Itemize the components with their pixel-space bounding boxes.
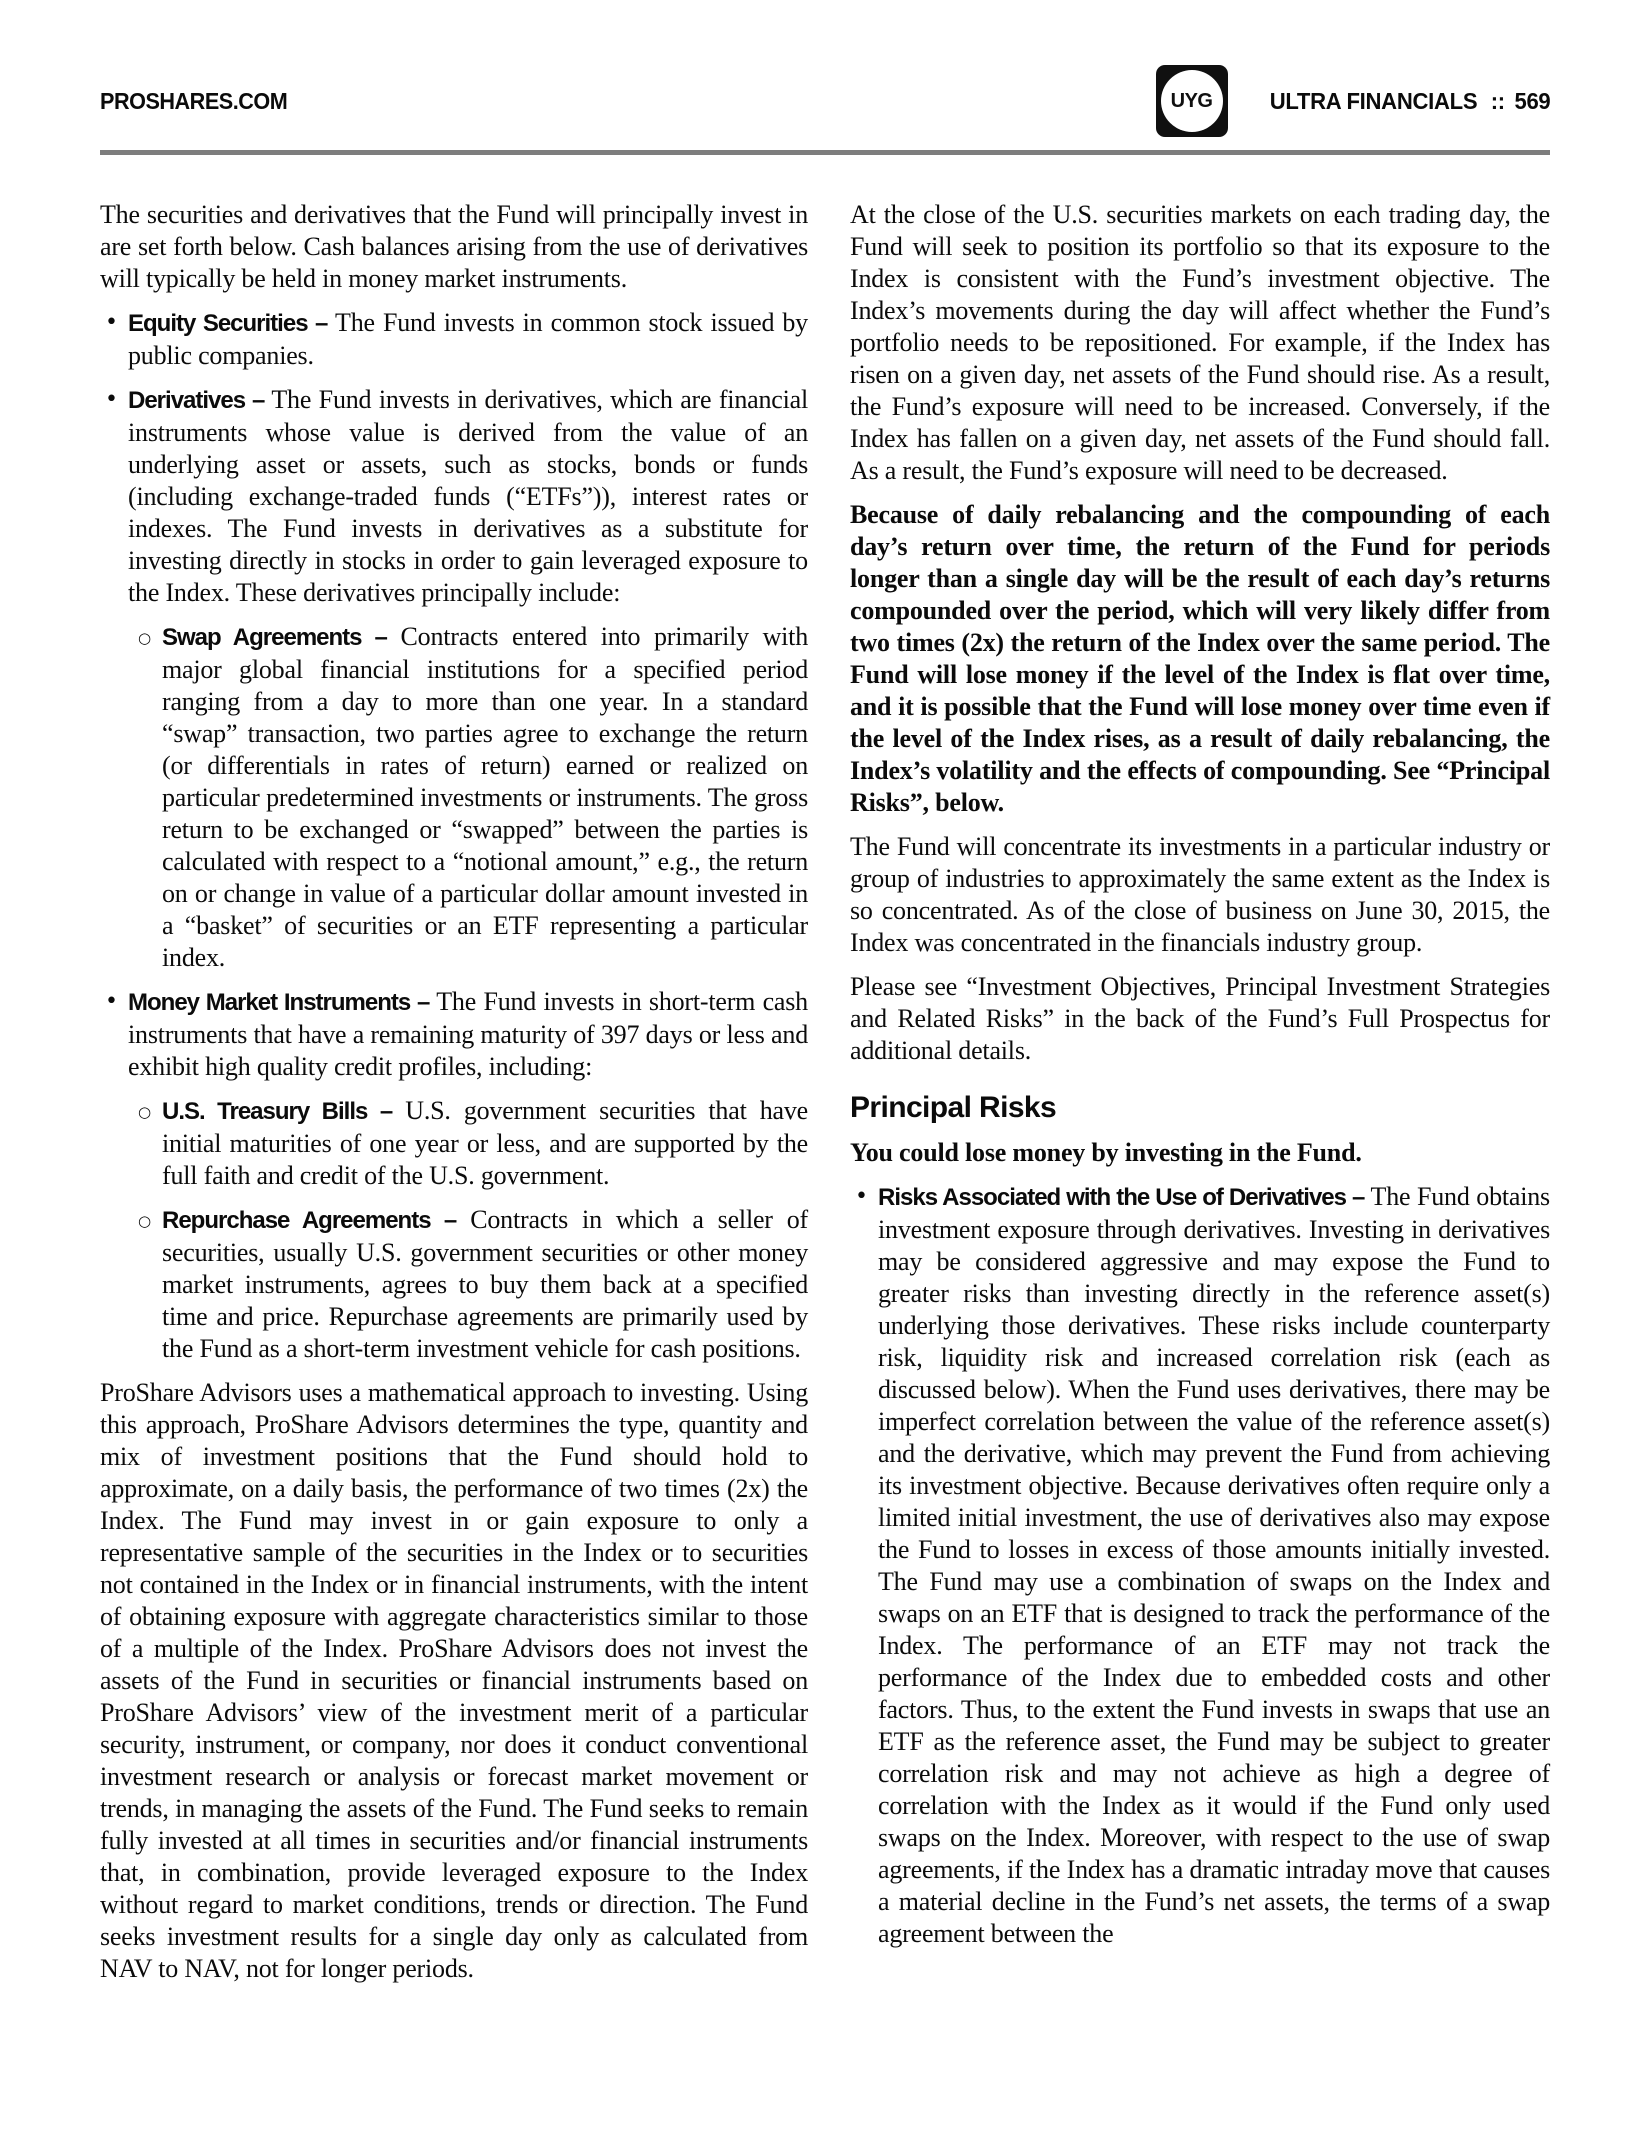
fund-title-text: ULTRA FINANCIALS xyxy=(1269,87,1477,114)
list-item-swap-agreements xyxy=(134,621,808,974)
circle-bullet-icon: ○ xyxy=(138,1103,152,1121)
item-text: Contracts in which a seller of securities, usually U.S. government securities or other money market instruments, agrees to buy them back at a specified time and price. Repurchase agreements are primarily used by the Fund as a short-term investment vehicle for cash positions. xyxy=(162,1205,808,1363)
page-number: 569 xyxy=(1514,87,1550,114)
page-header xyxy=(100,64,1550,138)
positioning-paragraph: At the close of the U.S. securities markets on each trading day, the Fund will seek to position its portfolio so that its exposure to the Index is consistent with the Fund’s investment objective. The Index’s movements during the day will affect whether the Fund’s portfolio needs to be repositioned. For example, if the Index has risen on a given day, net assets of the Fund should rise. As a result, the Fund’s exposure will need to be increased. Conversely, if the Index has fallen on a given day, net assets of the Fund should fall. As a result, the Fund’s exposure will need to be decreased. xyxy=(850,200,1550,485)
item-label: Repurchase Agreements – xyxy=(162,1207,457,1234)
item-text: Contracts entered into primarily with major global financial institutions for a specified period ranging from a day to more than one year. In a standard “swap” transaction, two parties agree to exchange the return (or differentials in rates of return) earned or realized on particular predetermined investments or instruments. The gross return to be exchanged or “swapped” between the parties is calculated with respect to a “notional amount,” e.g., the return on or change in value of a particular dollar amount invested in a “basket” of securities or an ETF representing a particular index. xyxy=(162,622,808,972)
list-item-derivatives-risks xyxy=(850,1181,1550,1950)
item-text: The Fund invests in derivatives, which are financial instruments whose value is derived from the value of an underlying asset or assets, such as stocks, bonds or funds (including exchange-traded funds (“ETFs”)), interest rates or indexes. The Fund invests in derivatives as a substitute for investing directly in stocks in order to gain leveraged exposure to the Index. These derivatives principally include: xyxy=(128,385,808,607)
list-item-body xyxy=(128,384,808,609)
list-item-us-treasury-bills xyxy=(134,1095,808,1192)
item-text: U.S. government securities that have initial maturities of one year or less, and are supported by the full faith and credit of the U.S. government. xyxy=(162,1096,808,1190)
item-text: The Fund invests in common stock issued by public companies. xyxy=(128,308,808,370)
lose-money-lead: You could lose money by investing in the Fund. xyxy=(850,1138,1362,1167)
list-item-body xyxy=(162,621,808,974)
principal-risks-heading: Principal Risks xyxy=(850,1091,1057,1124)
ticker-label: UYG xyxy=(1170,89,1213,112)
bullet-icon: • xyxy=(105,310,118,335)
right-column xyxy=(850,199,1550,1950)
list-item-body xyxy=(878,1181,1550,1950)
header-right xyxy=(1156,65,1550,137)
header-divider xyxy=(100,150,1550,155)
fund-title xyxy=(1269,88,1550,115)
bullet-icon: • xyxy=(105,989,118,1014)
title-separator: :: xyxy=(1490,87,1505,114)
list-item-repurchase-agreements xyxy=(134,1204,808,1365)
site-url: PROSHARES.COM xyxy=(100,87,288,114)
list-item-body xyxy=(162,1095,808,1192)
list-item-body xyxy=(128,307,808,372)
bullet-icon: • xyxy=(105,387,118,412)
item-label: Money Market Instruments – xyxy=(128,989,430,1016)
list-item-equity-securities xyxy=(100,307,808,372)
approach-paragraph: ProShare Advisors uses a mathematical approach to investing. Using this approach, ProShare Advisors determines the type, quantity and mix of investment positions that the Fund should hold to approximate, on a daily basis, the performance of two times (2x) the Index. The Fund may invest in or gain exposure to only a representative sample of the securities in the Index or to securities not contained in the Index or in financial instruments, with the intent of obtaining exposure with aggregate characteristics similar to those of a multiple of the Index. ProShare Advisors does not invest the assets of the Fund in securities or financial instruments based on ProShare Advisors’ view of the investment merit of a particular security, instrument, or company, nor does it conduct conventional investment research or analysis or forecast market movement or trends, in managing the assets of the Fund. The Fund seeks to remain fully invested at all times in securities and/or financial instruments that, in combination, provide leveraged exposure to the Index without regard to market conditions, trends or direction. The Fund seeks investment results for a single day only as calculated from NAV to NAV, not for longer periods. xyxy=(100,1378,808,1983)
item-label: U.S. Treasury Bills – xyxy=(162,1098,393,1125)
ticker-circle xyxy=(1161,70,1223,132)
ticker-badge xyxy=(1156,65,1228,137)
two-column-body xyxy=(100,199,1550,1985)
item-label: Derivatives – xyxy=(128,387,265,414)
item-text: The Fund invests in short-term cash instruments that have a remaining maturity of 397 days or less and exhibit high quality credit profiles, including: xyxy=(128,987,808,1081)
compounding-warning-paragraph: Because of daily rebalancing and the compounding of each day’s return over time, the return of the Fund for periods longer than a single day will be the result of each day’s returns compounded over the period, which will very likely differ from two times (2x) the return of the Index over the same period. The Fund will lose money if the level of the Index is flat over time, and it is possible that the Fund will lose money over time even if the level of the Index rises, as a result of daily rebalancing, the Index’s volatility and the effects of compounding. See “Principal Risks”, below. xyxy=(850,500,1550,817)
list-item-money-market-instruments xyxy=(100,986,808,1083)
item-label: Swap Agreements – xyxy=(162,624,387,651)
item-text: The Fund obtains investment exposure through derivatives. Investing in derivatives may be considered aggressive and may expose the Fund to greater risks than investing directly in the reference asset(s) underlying those derivatives. These risks include counterparty risk, liquidity risk and increased correlation risk (each as discussed below). When the Fund uses derivatives, there may be imperfect correlation between the value of the reference asset(s) and the derivative, which may prevent the Fund from achieving its investment objective. Because derivatives often require only a limited initial investment, the use of derivatives also may expose the Fund to losses in excess of those amounts initially invested. The Fund may use a combination of swaps on the Index and swaps on an ETF that is designed to track the performance of the Index. The performance of an ETF may not track the performance of the Index due to embedded costs and other factors. Thus, to the extent the Fund invests in swaps that use an ETF as the reference asset, the Fund may be subject to greater correlation risk and may not achieve as high a degree of correlation with the Index as it would if the Fund only used swaps on the Index. Moreover, with respect to the use of swap agreements, if the Index has a dramatic intraday move that causes a material decline in the Fund’s net assets, the terms of a swap agreement between the xyxy=(878,1182,1550,1948)
item-label: Equity Securities – xyxy=(128,310,328,337)
list-item-body xyxy=(162,1204,808,1365)
intro-paragraph: The securities and derivatives that the Fund will principally invest in are set forth below. Cash balances arising from the use of derivatives will typically be held in money market instruments. xyxy=(100,200,808,293)
concentration-paragraph: The Fund will concentrate its investments in a particular industry or group of industries to approximately the same extent as the Index is so concentrated. As of the close of business on June 30, 2015, the Index was concentrated in the financials industry group. xyxy=(850,832,1550,957)
left-column xyxy=(100,199,808,1985)
item-label: Risks Associated with the Use of Derivatives – xyxy=(878,1184,1365,1211)
circle-bullet-icon: ○ xyxy=(138,1212,152,1230)
list-item-derivatives xyxy=(100,384,808,609)
see-also-paragraph: Please see “Investment Objectives, Principal Investment Strategies and Related Risks” in the back of the Fund’s Full Prospectus for additional details. xyxy=(850,972,1550,1065)
circle-bullet-icon: ○ xyxy=(138,629,152,647)
bullet-icon: • xyxy=(855,1184,868,1209)
list-item-body xyxy=(128,986,808,1083)
